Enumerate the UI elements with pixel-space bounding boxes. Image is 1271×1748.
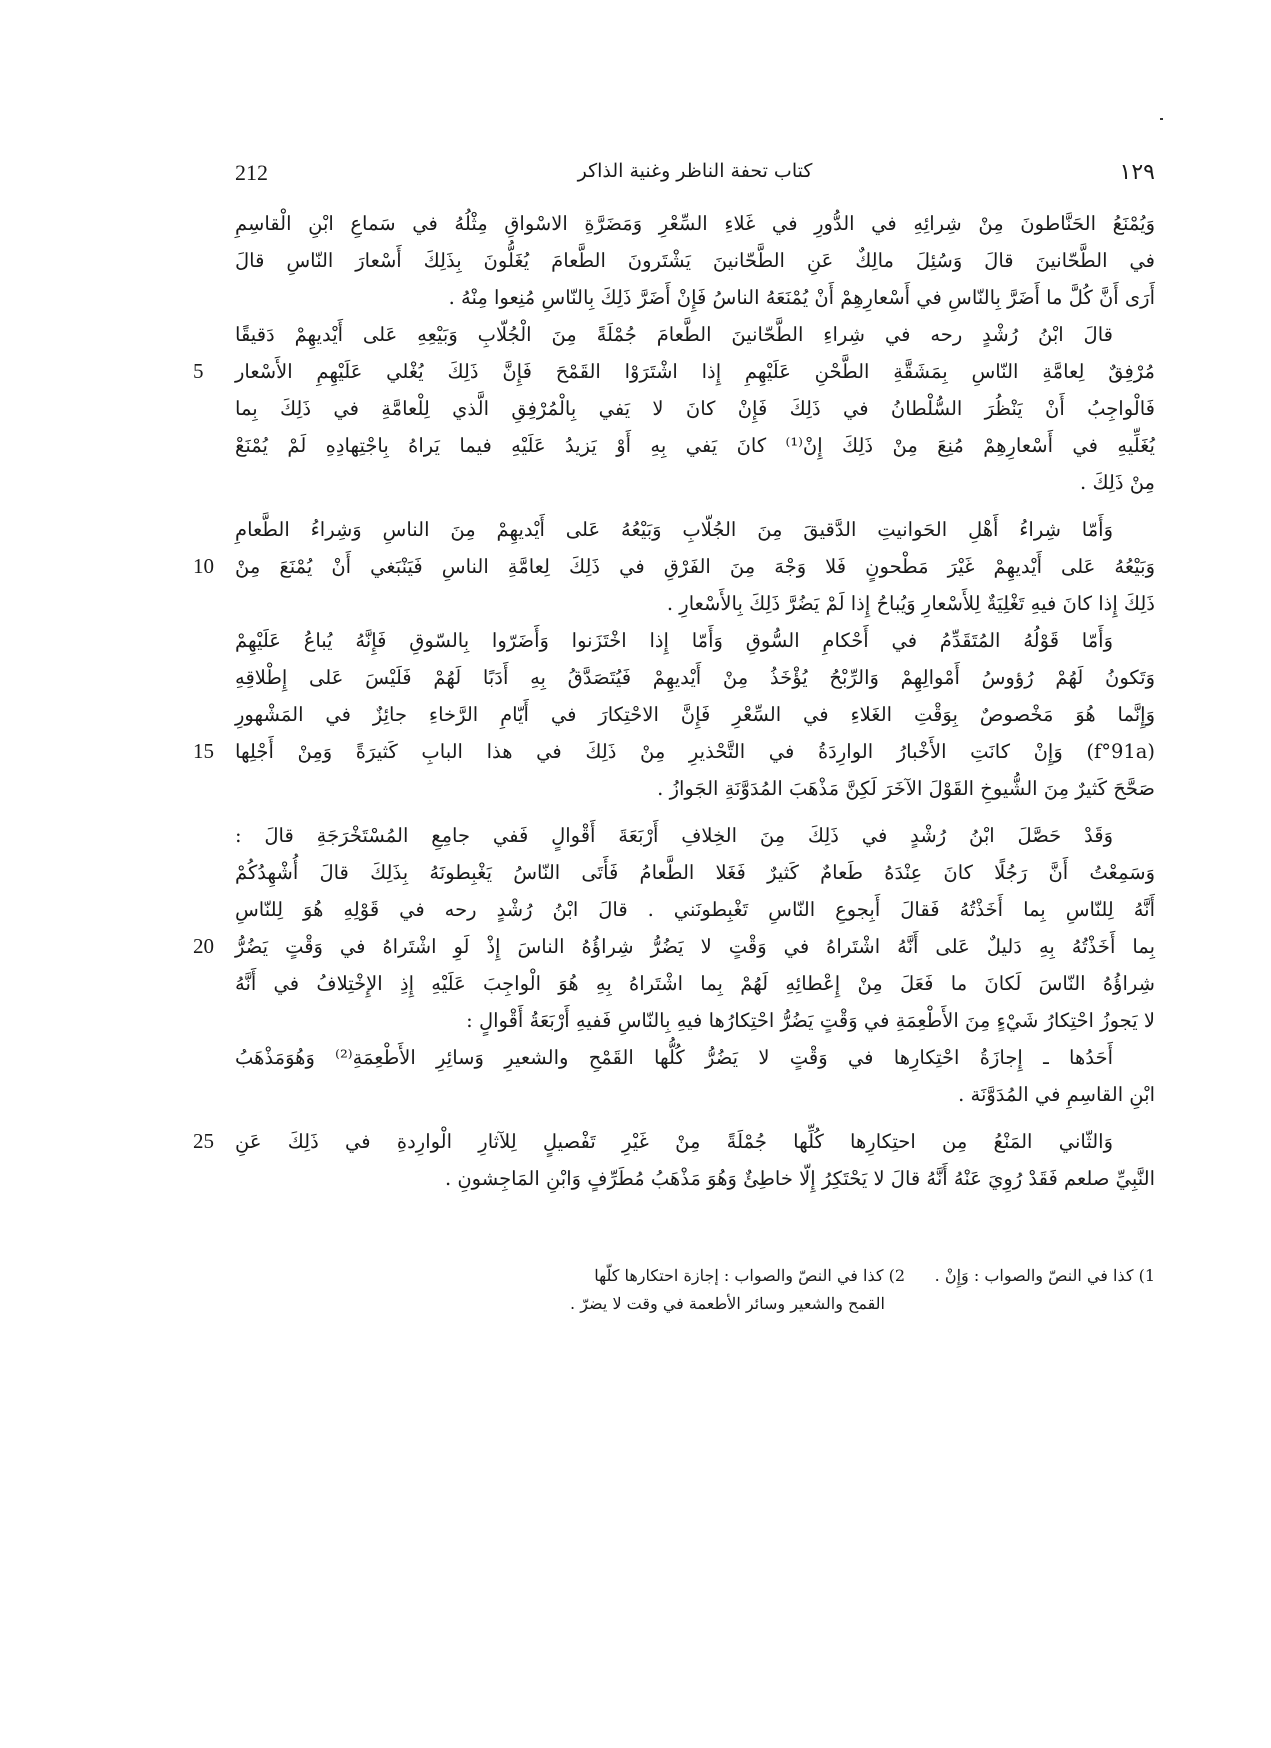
page-header <box>235 160 1155 200</box>
text-line: وَقَدْ حَصَّلَ ابْنُ رُشْدٍ في ذَلِكَ مِنَ الخِلافِ أَرْبَعَةَ أَقْوالٍ فَفي جامِعِ المُسْتَخْرَجَةِ قالَ : <box>235 824 1113 847</box>
text-line: صَحَّحَ كَثيرٌ مِنَ الشُّيوخِ القَوْلَ الآخَرَ لَكِنَّ مَذْهَبَ المُدَوَّنَةِ الجَوازُ . <box>657 777 1155 800</box>
page-number-arabic: ١٢٩ <box>1119 160 1155 185</box>
line-number: 15 <box>193 739 214 763</box>
text-line: قالَ ابْنُ رُشْدٍ رحه في شِراءِ الطَّحّانينَ الطَّعامَ جُمْلَةً مِنَ الْجُلّابِ وَبَيْعِهِ عَلى أَيْديهِمْ دَقيقًا <box>235 323 1113 346</box>
footnote-2: 2) كذا في النصّ والصواب : إجازة احتكارها كلّها <box>594 1266 905 1285</box>
main-text <box>193 205 1155 1197</box>
margin-mark <box>1160 118 1163 120</box>
line-number: 25 <box>193 1129 214 1153</box>
text-line: مُرْفِقٌ لِعامَّةِ النّاسِ بِمَشَقَّةِ الطَّحْنِ عَلَيْهِمِ إِذا اشْتَرَوْا القَمْحَ فَإِنَّ ذَلِكَ يُغْلي عَلَيْهِمِ الأَسْعار 5 <box>235 353 1155 390</box>
text-line: (f°91a) وَإِنْ كانَتِ الأَخْبارُ الوارِدَةُ في التَّحْذيرِ مِنْ ذَلِكَ في هذا البابِ كَثيرَةً وَمِنْ أَجْلِها 15 <box>235 733 1155 770</box>
text-line: وَأَمّا شِراءُ أَهْلِ الحَوانيتِ الدَّقيقَ مِنَ الجُلّابِ وَبَيْعُهُ عَلى أَيْديهِمْ مِنَ الناسِ وَشِراءُ الطَّعامِ <box>235 518 1113 541</box>
text-line: النَّبِيِّ صلعم فَقَدْ رُوِيَ عَنْهُ أَنَّهُ قالَ لا يَحْتَكِرُ إِلّا خاطِئٌ وَهُوَ مَذْهَبُ مُطَرِّفٍ وَابْنِ المَاجِشونِ . <box>444 1167 1155 1190</box>
line-number: 5 <box>193 359 204 383</box>
footnote-1: 1) كذا في النصّ والصواب : وَإِنْ . <box>934 1266 1155 1285</box>
text-line: بِما أَخَذْتُهُ بِهِ دَليلٌ عَلى أَنَّهُ اشْتَراهُ في وَقْتٍ لا يَضُرُّ شِراؤُهُ الناسَ إِذْ لَوِ اشْتَراهُ في وَقْتٍ يَضُرُّ 20 <box>235 928 1155 965</box>
text-line: وَأَمّا قَوْلُهُ المُتَقَدِّمُ في أَحْكامِ السُّوقِ وَأَمّا إِذا اخْتَزَنوا وَأَضَرّوا بِالسّوقِ فَإِنَّهُ يُباعُ عَلَيْهِمْ <box>235 629 1113 652</box>
text-line: وَتَكونُ لَهُمْ رُؤوسُ أَمْوالِهِمْ وَالرِّبْحُ يُؤْخَذُ مِنْ أَيْديهِمْ فَيُتَصَدَّقُ بِهِ أَدَبًا لَهُمْ فَلَيْسَ عَلى إِطْلاقِهِ <box>235 666 1155 689</box>
text-line: لا يَجوزُ احْتِكارُ شَيْءٍ مِنَ الأَطْعِمَةِ في وَقْتٍ يَضُرُّ احْتِكارُها فيهِ بِالنّاسِ فَفيهِ أَرْبَعَةُ أَقْوالٍ : <box>466 1009 1155 1032</box>
text-line: أَنَّهُ لِلنّاسِ بِما أَخَذْتُهُ فَقالَ أَبِجوعِ النّاسِ تَغْبِطونَني . قالَ ابْنُ رُشْدٍ رحه في قَوْلِهِ هُوَ لِلنّاسِ <box>235 898 1155 921</box>
line-number: 20 <box>193 934 214 958</box>
text-line: أَحَدُها ـ إِجازَةُ احْتِكارِها في وَقْتٍ لا يَضُرُّ كُلُّها القَمْحِ والشعيرِ وَسائِرِ الأَطْعِمَةِ⁽²⁾ وَهُوَمَذْهَبُ <box>235 1046 1113 1069</box>
text-line: ذَلِكَ إِذا كانَ فيهِ تَغْلِيَةٌ لِلأَسْعارِ وَيُباحُ إِذا لَمْ يَضُرَّ ذَلِكَ بِالأَسْعارِ . <box>666 592 1155 615</box>
text-line: في الطَّحّانينَ قالَ وَسُئِلَ مالِكٌ عَنِ الطَّحّانينَ يَشْتَرونَ الطَّعامَ يُغَلُّونَ بِذَلِكَ أَسْعارَ النّاسِ قالَ <box>235 249 1155 272</box>
text-line: وَإِنَّما هُوَ مَخْصوصٌ بِوَقْتِ الغَلاءِ في السِّعْرِ فَإِنَّ الاحْتِكارَ في أَيّامِ الرَّخاءِ جائِزٌ في المَشْهورِ <box>235 703 1155 726</box>
text-line: وَسَمِعْتُ أَنَّ رَجُلًا كانَ عِنْدَهُ طَعامٌ كَثيرٌ فَغَلا الطَّعامُ فَأَتَى النّاسُ يَغْبِطونَهُ بِذَلِكَ قالَ أُشْهِدُكُمْ <box>235 861 1155 884</box>
text-line: شِراؤُهُ النّاسَ لَكانَ ما فَعَلَ مِنْ إِعْطائِهِ لَهُمْ بِما اشْتَراهُ بِهِ هُوَ الْواجِبَ عَلَيْهِ إِذِ الإِخْتِلافُ في أَنَّهُ <box>235 972 1155 995</box>
page-number-latin: 212 <box>235 160 268 185</box>
running-title: كتاب تحفة الناظر وغنية الذاكر <box>577 160 813 182</box>
footnotes <box>235 1262 1155 1318</box>
text-line: ابْنِ القاسِمِ في المُدَوَّنَة . <box>958 1083 1155 1106</box>
line-number: 10 <box>193 554 214 578</box>
footnote-row <box>235 1262 1155 1290</box>
text-line: وَيُمْنَعُ الحَنَّاطونَ مِنْ شِرائِهِ في الدُّورِ في غَلاءِ السِّعْرِ وَمَضَرَّةِ الاسْواقِ مِثْلُهُ في سَماعِ ابْنِ الْقاسِمِ <box>235 212 1155 235</box>
text-line: يُغَلِّيهِ في أَسْعارِهِمْ مُنِعَ مِنْ ذَلِكَ إِنْ⁽¹⁾ كانَ يَفي بِهِ أَوْ يَزيدُ عَلَيْهِ فيما يَراهُ بِاجْتِهادِهِ لَمْ يُمْنَعْ <box>235 434 1155 457</box>
text-line: وَالثّاني المَنْعُ مِن احتِكارِها كُلِّها جُمْلَةً مِنْ غَيْرِ تَفْصيلٍ لِلآثارِ الْوارِدةِ في ذَلِكَ عَنِ 25 <box>235 1123 1155 1160</box>
text-line: فَالْواجِبُ أَنْ يَنْظُرَ السُّلْطانُ في ذَلِكَ فَإِنْ كانَ لا يَفي بِالْمُرْفِقِ الَّذي لِلْعامَّةِ في ذَلِكَ بِما <box>235 397 1155 420</box>
footnote-2-continuation: القمح والشعير وسائر الأطعمة في وقت لا يضرّ . <box>570 1294 885 1313</box>
text-line: أَرَى أَنَّ كُلَّ ما أَضَرَّ بِالنّاسِ في أَسْعارِهِمْ أَنْ يُمْنَعَهُ الناسُ فَإِنْ أَضَرَّ ذَلِكَ بِالنّاسِ مُنِعوا مِنْهُ . <box>448 286 1155 309</box>
text-line: مِنْ ذَلِكَ . <box>1080 471 1155 494</box>
text-line: وَبَيْعُهُ عَلى أَيْديهِمْ غَيْرَ مَطْحونٍ فَلا وَجْهَ مِنَ الفَرْقِ في ذَلِكَ لِعامَّةِ الناسِ فَيَنْبَغي أَنْ يُمْنَعَ مِنْ 10 <box>235 548 1155 585</box>
